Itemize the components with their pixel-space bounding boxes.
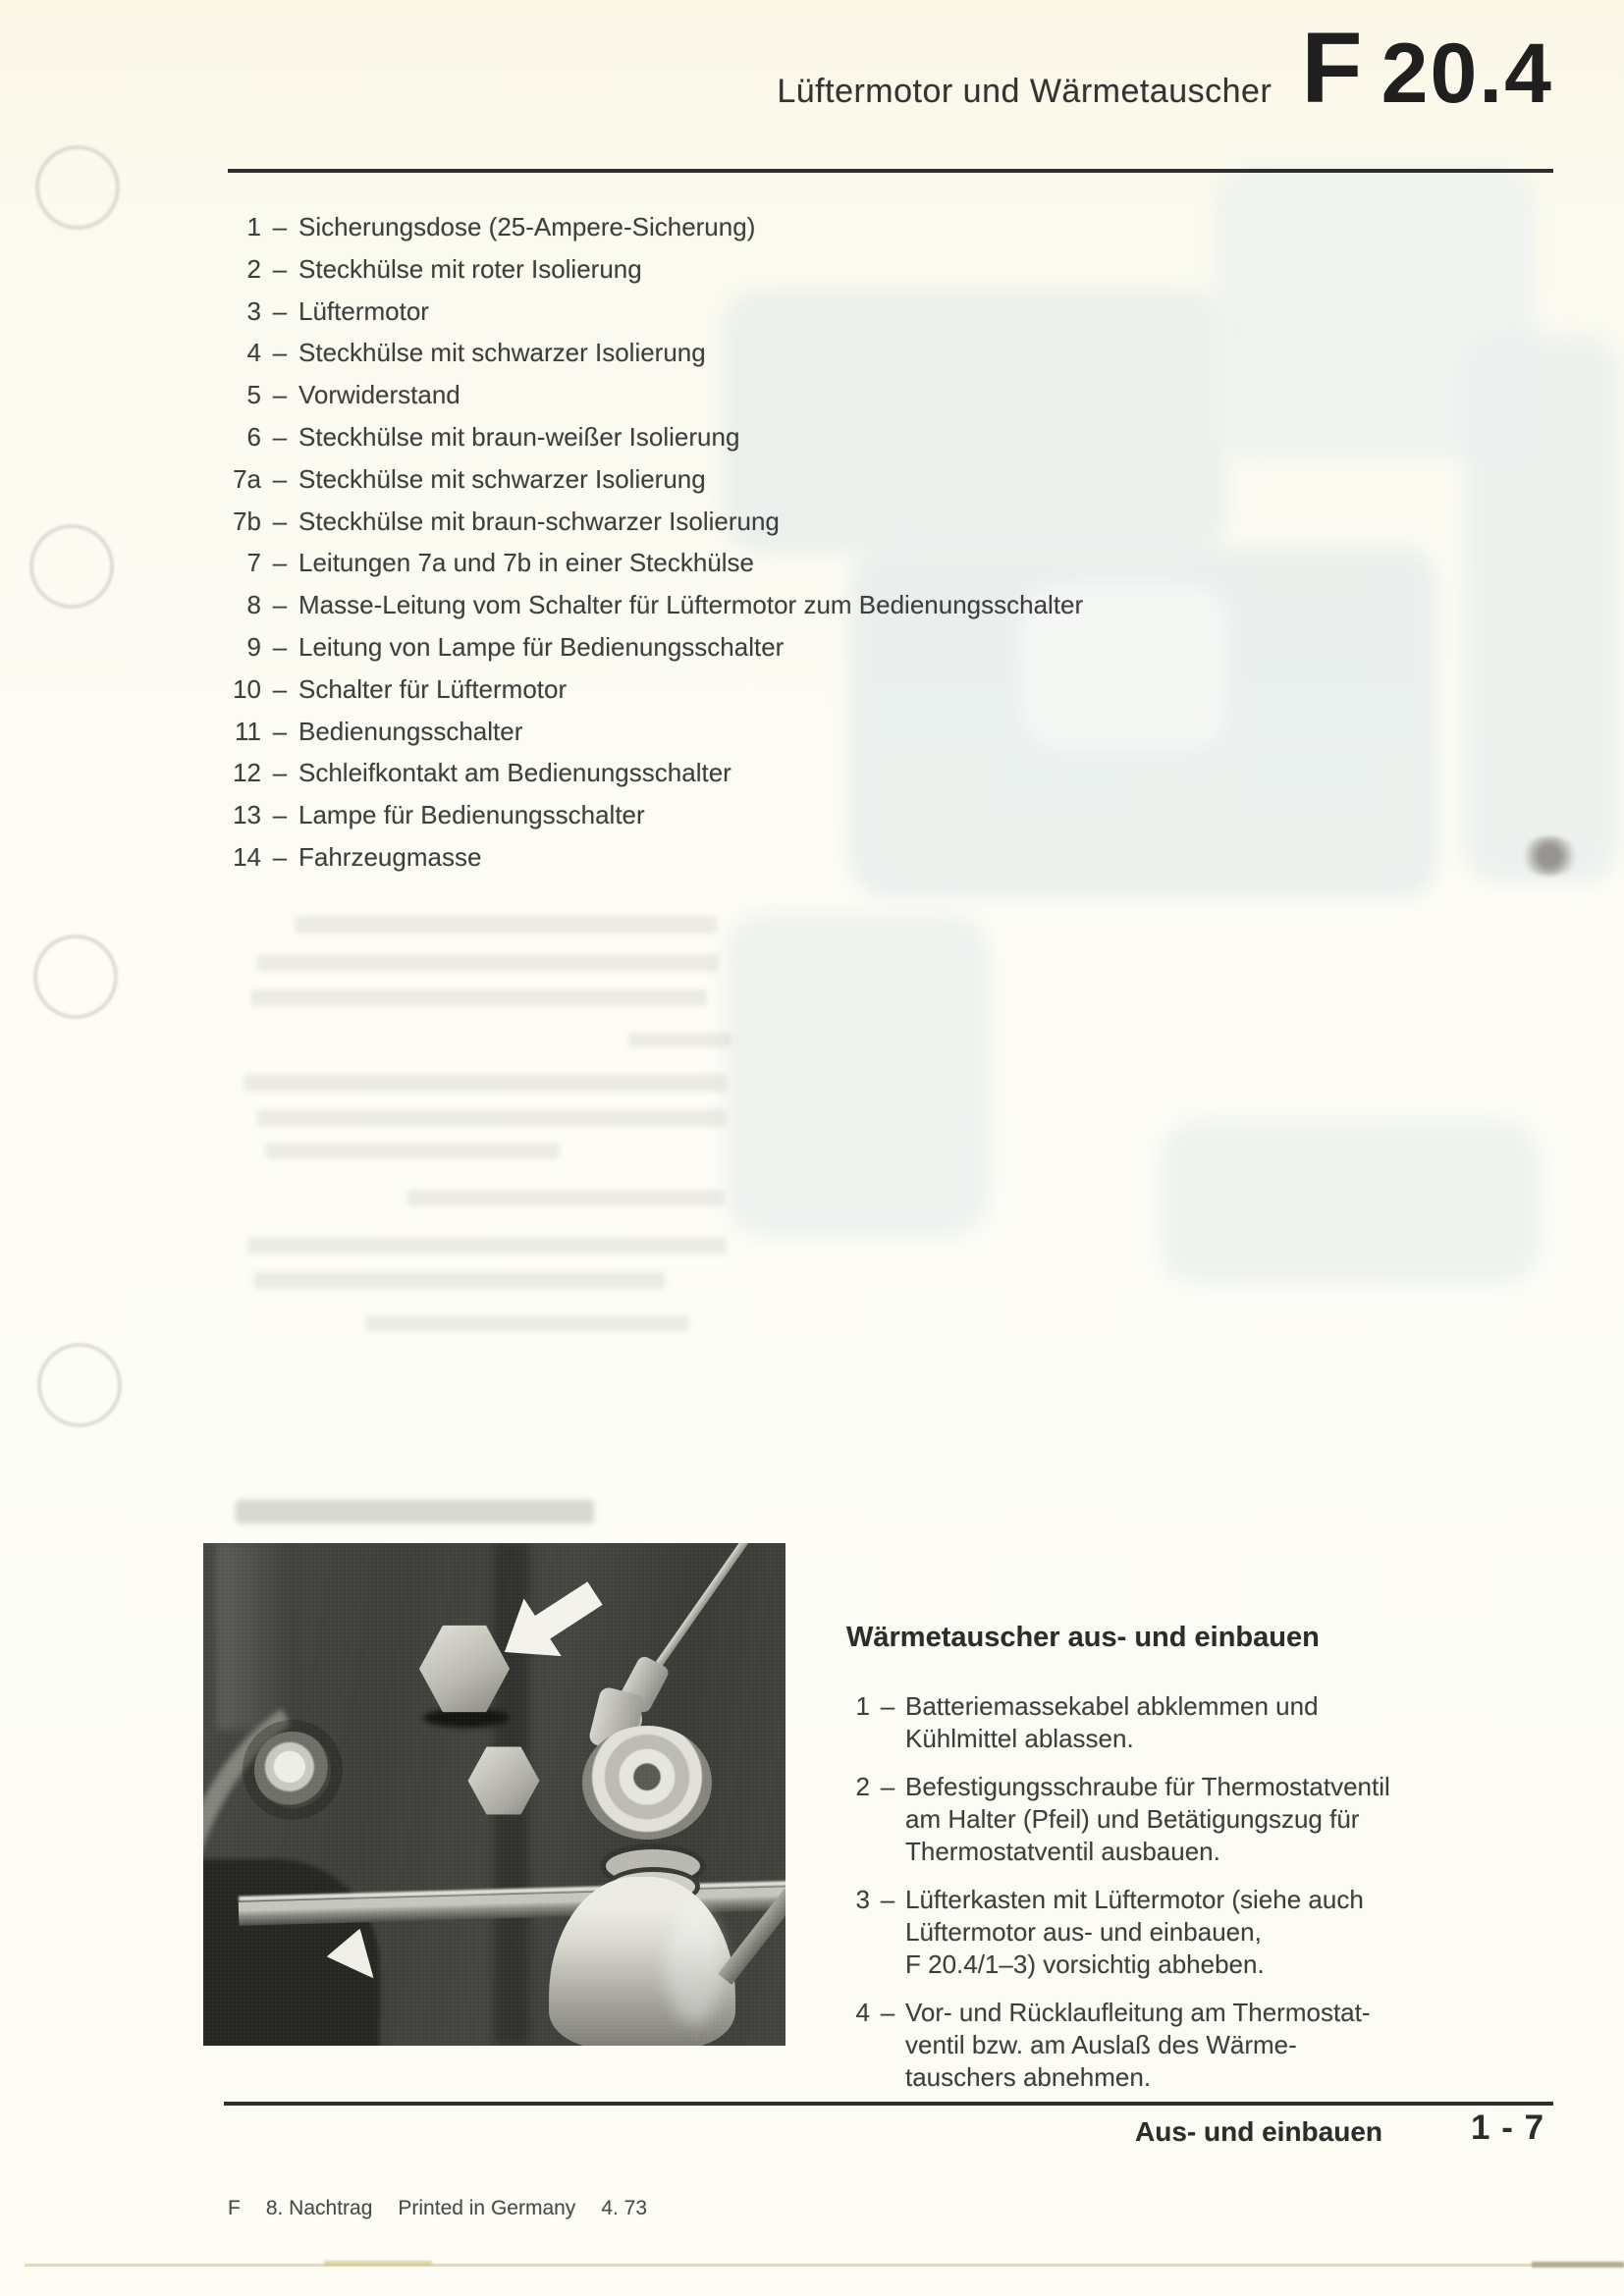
step-text-line: Lüfterkasten mit Lüftermotor (siehe auch: [905, 1885, 1364, 1914]
part-number: 7: [246, 548, 261, 578]
step-dash: –: [880, 1772, 895, 1801]
part-label: Fahrzeugmasse: [298, 841, 482, 872]
step-number: 1: [855, 1691, 870, 1721]
step-text-line: Befestigungsschraube für Thermostatventil: [905, 1772, 1390, 1801]
step-text-line: Kühlmittel ablassen.: [905, 1724, 1134, 1753]
step-text-line: F 20.4/1–3) vorsichtig abheben.: [905, 1949, 1265, 1979]
part-label: Schalter für Lüftermotor: [298, 673, 568, 704]
scan-edge-mark: [324, 2261, 432, 2266]
part-number: 3: [246, 295, 261, 326]
bleed-through-line: [257, 1109, 727, 1127]
part-number: 2: [246, 253, 261, 284]
thermostat-bell-housing: [549, 1877, 735, 2046]
bell-highlight: [665, 1906, 724, 2024]
part-dash: –: [272, 758, 288, 788]
bleed-through-line: [253, 1272, 666, 1289]
part-label: Steckhülse mit roter Isolierung: [298, 253, 642, 284]
parts-list-item: [147, 464, 1276, 507]
part-label: Lampe für Bedienungsschalter: [298, 800, 645, 830]
procedure-step: [846, 1771, 1494, 1868]
parts-list-item: [147, 507, 1276, 549]
part-number: 1: [246, 212, 261, 241]
part-number: 7a: [233, 463, 261, 494]
ink-smudge: [1520, 836, 1579, 876]
imprint-line: [228, 2197, 673, 2220]
part-label: Leitung von Lampe für Bedienungsschalter: [298, 631, 785, 662]
part-label: Masse-Leitung vom Schalter für Lüftermotor zum Bedienungsschalter: [298, 590, 1084, 620]
part-number: 12: [233, 758, 261, 788]
part-label: Steckhülse mit schwarzer Isolierung: [298, 463, 706, 494]
bleed-through-line: [257, 954, 719, 972]
bleed-through-line: [265, 1143, 560, 1159]
part-label: Steckhülse mit braun-weißer Isolierung: [298, 421, 740, 452]
strap: [718, 1889, 785, 1985]
hex-bolt: [466, 1745, 541, 1816]
part-label: Leitungen 7a und 7b in einer Steckhülse: [298, 548, 755, 578]
part-number: 8: [246, 590, 261, 620]
step-text: [905, 1884, 1494, 1981]
part-dash: –: [272, 673, 288, 704]
step-text-line: tauschers abnehmen.: [905, 2062, 1152, 2092]
part-dash: –: [272, 295, 288, 326]
cable-fitting: [618, 1654, 671, 1715]
ghost-image-patch: [1159, 1119, 1542, 1286]
cross-bar: [239, 1887, 785, 1926]
bleed-through-line: [250, 989, 707, 1006]
part-dash: –: [272, 212, 288, 241]
parts-list-item: [147, 717, 1276, 759]
step-text-line: am Halter (Pfeil) und Betätigungszug für: [905, 1804, 1360, 1834]
part-dash: –: [272, 253, 288, 284]
part-label: Vorwiderstand: [298, 380, 460, 410]
bright-spot: [324, 1922, 385, 1978]
procedure-steps: [846, 1690, 1494, 2109]
part-label: Schleifkontakt am Bedienungsschalter: [298, 758, 731, 788]
procedure-heading: Wärmetauscher aus- und einbauen: [846, 1622, 1320, 1653]
part-dash: –: [272, 380, 288, 410]
part-dash: –: [272, 800, 288, 830]
part-number: 4: [246, 338, 261, 368]
bleed-through-heading: [236, 1500, 594, 1523]
ghost-image-patch: [1463, 334, 1620, 883]
scan-edge-line: [25, 2264, 1624, 2267]
parts-list-item: [147, 674, 1276, 717]
part-label: Sicherungsdose (25-Ampere-Sicherung): [298, 212, 756, 241]
cross-bar-highlight: [239, 1881, 785, 1901]
step-text-line: Batteriemassekabel abklemmen und: [905, 1691, 1319, 1721]
photo-shading: [217, 1543, 294, 1730]
step-text: [905, 1771, 1494, 1868]
parts-list-item: [147, 590, 1276, 632]
part-label: Bedienungsschalter: [298, 716, 523, 746]
bleed-through-line: [295, 916, 717, 934]
bleed-through-line: [407, 1190, 724, 1206]
parts-list-item: [147, 758, 1276, 800]
section-letter: F: [1301, 12, 1364, 124]
parts-list-item: [147, 212, 1276, 254]
procedure-step: [846, 1884, 1494, 1981]
step-number: 2: [855, 1772, 870, 1801]
section-number: 20.4: [1380, 27, 1553, 121]
step-text-line: ventil bzw. am Auslaß des Wärme-: [905, 2030, 1297, 2059]
parts-list-item: [147, 296, 1276, 339]
step-text: [905, 1690, 1494, 1755]
step-text-line: Thermostatventil ausbauen.: [905, 1837, 1220, 1866]
parts-list-item: [147, 632, 1276, 674]
circular-port: [582, 1726, 712, 1840]
page-title: Lüftermotor und Wärmetauscher: [777, 73, 1272, 110]
thermostat-valve-bolt: [417, 1624, 512, 1714]
footer-page-number: 1 - 7: [1471, 2109, 1545, 2147]
parts-list-item: [147, 380, 1276, 422]
part-number: 10: [233, 673, 261, 704]
punch-hole: [35, 145, 120, 230]
page-header: [777, 12, 1553, 124]
imprint-segment: Printed in Germany: [398, 2197, 576, 2219]
part-number: 9: [246, 631, 261, 662]
imprint-segment: F: [228, 2197, 241, 2219]
ghost-image-patch: [725, 913, 990, 1237]
parts-list-item: [147, 548, 1276, 590]
bleed-through-line: [365, 1315, 689, 1332]
hose-highlight: [203, 1649, 507, 2046]
part-number: 14: [233, 841, 261, 872]
part-dash: –: [272, 506, 288, 536]
parts-legend-list: [147, 212, 1276, 884]
punch-hole: [37, 1343, 122, 1427]
step-text-line: Lüftermotor aus- und einbauen,: [905, 1917, 1262, 1947]
step-text-line: Vor- und Rücklaufleitung am Thermostat-: [905, 1998, 1371, 2027]
parts-list-item: [147, 842, 1276, 884]
bleed-through-line: [247, 1237, 727, 1255]
part-dash: –: [272, 463, 288, 494]
arrow-pointer-icon: [486, 1565, 614, 1682]
part-number: 7b: [233, 506, 261, 536]
valve-ring: [600, 1843, 706, 1889]
cable-rod: [656, 1543, 752, 1666]
port-collar: [587, 1685, 645, 1753]
bleed-through-line: [628, 1033, 731, 1047]
part-dash: –: [272, 590, 288, 620]
step-number: 4: [855, 1998, 870, 2027]
step-dash: –: [880, 1691, 895, 1721]
scan-edge-mark: [1532, 2262, 1624, 2268]
part-number: 5: [246, 380, 261, 410]
footer-section-label: Aus- und einbauen: [1135, 2116, 1382, 2147]
punch-hole: [29, 524, 114, 609]
valve-ring: [606, 1867, 700, 1906]
part-number: 11: [235, 716, 261, 746]
part-label: Lüftermotor: [298, 295, 429, 326]
step-text: [905, 1997, 1494, 2094]
part-dash: –: [272, 421, 288, 452]
step-dash: –: [880, 1885, 895, 1914]
cable-elbow: [612, 1695, 645, 1735]
parts-list-item: [147, 800, 1276, 842]
procedure-step: [846, 1690, 1494, 1755]
step-dash: –: [880, 1998, 895, 2027]
part-dash: –: [272, 716, 288, 746]
part-dash: –: [272, 841, 288, 872]
grommet-fitting: [254, 1732, 331, 1808]
part-number: 13: [233, 800, 261, 830]
part-dash: –: [272, 548, 288, 578]
bolt-shadow: [423, 1708, 510, 1728]
engine-bay-photo: [203, 1543, 785, 2046]
part-number: 6: [246, 421, 261, 452]
parts-list-item: [147, 254, 1276, 296]
photo-shading: [494, 1543, 529, 2046]
procedure-step: [846, 1997, 1494, 2094]
part-dash: –: [272, 631, 288, 662]
footer-rule: [224, 2102, 1553, 2106]
part-label: Steckhülse mit braun-schwarzer Isolierung: [298, 506, 780, 536]
part-dash: –: [272, 338, 288, 368]
bleed-through-line: [244, 1074, 727, 1092]
punch-hole: [33, 934, 118, 1019]
photo-foreground-shadow: [203, 1859, 380, 2046]
imprint-segment: 8. Nachtrag: [265, 2197, 373, 2219]
parts-list-item: [147, 338, 1276, 380]
imprint-segment: 4. 73: [601, 2197, 648, 2219]
part-label: Steckhülse mit schwarzer Isolierung: [298, 338, 706, 368]
header-rule: [228, 169, 1553, 173]
parts-list-item: [147, 422, 1276, 464]
step-number: 3: [855, 1885, 870, 1914]
